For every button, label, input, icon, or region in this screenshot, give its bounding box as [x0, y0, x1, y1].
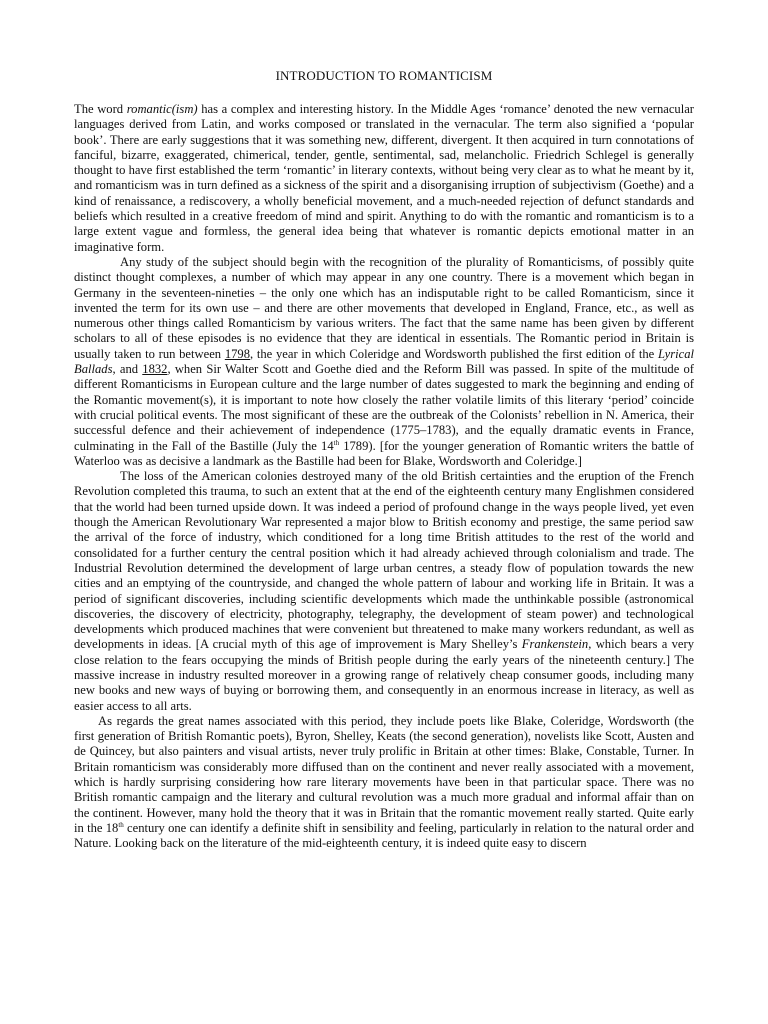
p3-italic-frankenstein: Frankenstein — [521, 637, 589, 652]
p2-text-2: , the year in which Coleridge and Wordsworth published the first edition of the — [250, 346, 658, 361]
p2-text-4: , when Sir Walter Scott and Goethe died and the Reform Bill was passed. In spite of the multitude of different Romanticisms in European culture and the large number of dates suggested to mark the beginning and ending of the Romantic movement(s), it is important to note how closely the rather volatile limits of this literary ‘period’ coincide with crucial political events. The most significant of these are the outbreak of the Colonists’ rebellion in N. America, their successful defence and their achievement of independence (1775–1783), and the equally dramatic events in France, culminating in the Fall of the Bastille (July the 14 — [74, 362, 694, 453]
p2-text-1: Any study of the subject should begin with the recognition of the plurality of Romanticisms, of possibly quite distinct thought complexes, a number of which may appear in any one country. There is a movement which began in Germany in the seventeen-nineties – the only one which has an indisputable right to be called Romanticism, since it invented the term for its own use – and there are other movements that developed in England, France, etc., as well as numerous other things called Romanticism by various writers. The fact that the same name has been given by different scholars to all of these episodes is no evidence that they are identical in essentials. The Romantic period in Britain is usually taken to run between — [74, 254, 694, 361]
p1-text-2: has a complex and interesting history. In the Middle Ages ‘romance’ denoted the new vernacular languages derived from Latin, and works composed or translated in the vernacular. The term also signified a ‘popular book’. There are early suggestions that it was something new, different, divergent. It then acquired in turn connotations of fanciful, bizarre, exaggerated, chimerical, tender, gentle, sentimental, sad, melancholic. Friedrich Schlegel is generally thought to have first established the term ‘romantic’ in literary contexts, without being very clear as to what he meant by it, and romanticism was in turn defined as a sickness of the spirit and a disorganising irruption of subjectivism (Goethe) and a kind of renaissance, a rediscovery, a wholly beneficial movement, and a much-needed rejection of defunct standards and beliefs which resulted in a creative freedom of mind and spirit. Anything to do with the romantic and romanticism is to a large extent vague and formless, the general idea being that whatever is romantic depicts emotional matter in an imaginative form. — [74, 102, 694, 254]
paragraph-2 — [74, 255, 694, 469]
paragraph-3 — [74, 469, 694, 714]
p4-text-1: As regards the great names associated with this period, they include poets like Blake, Coleridge, Wordsworth (the first generation of British Romantic poets), Byron, Shelley, Keats (the second generation), novelists like Scott, Austen and de Quincey, but also painters and visual artists, never truly prolific in Britain at other times: Blake, Constable, Turner. In Britain romanticism was considerably more diffused than on the continent and never really associated with a movement, which is hardly surprising considering how rare literary movements have been in that particular space. There was no British romantic campaign and the literary and cultural revolution was a much more gradual and informal affair than on the continent. However, many hold the theory that it was in Britain that the romantic movement really started. Quite early in the 18 — [74, 713, 694, 835]
p2-underline-1832: 1832 — [142, 362, 168, 377]
p2-italic-lyrical-ballads: Lyrical Ballads — [74, 346, 694, 377]
paragraph-1 — [74, 102, 694, 255]
p2-text-5: 1789). [for the younger generation of Romantic writers the battle of Waterloo was as decisive a landmark as the Bastille had been for Blake, Wordsworth and Coleridge.] — [74, 438, 694, 468]
document-title: INTRODUCTION TO ROMANTICISM — [275, 68, 493, 83]
p3-text-1: The loss of the American colonies destroyed many of the old British certainties and the eruption of the French Revolution completed this trauma, to such an extent that at the end of the eighteenth century many Englishmen considered that the world had been turned upside down. It was indeed a period of profound change in the ways people lived, yet even though the American Revolutionary War represented a major blow to British economy and prestige, the same period saw the arrival of the force of industry, which conditioned for a long time British attitudes to the rest of the world and consolidated for a further century the central position which it had already achieved through colonialism and trade. The Industrial Revolution determined the development of large urban centres, a steady flow of population towards the new cities and an emptying of the countryside, and changed the whole pattern of labour and working life in Britain. It was a period of significant discoveries, including scientific developments which made the unthinkable possible (astronomical discoveries, the discovery of electricity, photography, telegraphy, the development of steam power) and technological developments which produced machines that were convenient but threatened to make many workers redundant, as well as developments in ideas. [A crucial myth of this age of improvement is Mary Shelley’s — [74, 469, 694, 652]
p4-text-2: century one can identify a definite shift in sensibility and feeling, particularly in relation to the natural order and Nature. Looking back on the literature of the mid-eighteenth century, it is indeed quite easy to discern — [74, 820, 695, 851]
p1-italic-romanticism: romantic(ism) — [126, 102, 198, 116]
p3-text-2: , which bears a very close relation to the fears occupying the minds of British people during the early years of the nineteenth century.] The massive increase in industry resulted moreover in a growing range of relatively cheap consumer goods, including many new books and new ways of buying or borrowing them, and consequently in an enormous increase in literacy, as well as easier access to all arts. — [74, 637, 694, 713]
p2-superscript-th: th — [333, 438, 340, 447]
paragraph-4 — [74, 714, 694, 852]
p2-underline-1798: 1798 — [224, 346, 250, 361]
p4-superscript-th: th — [118, 820, 124, 829]
p2-text-3: , and — [112, 362, 143, 377]
p1-text-1: The word — [74, 102, 127, 116]
